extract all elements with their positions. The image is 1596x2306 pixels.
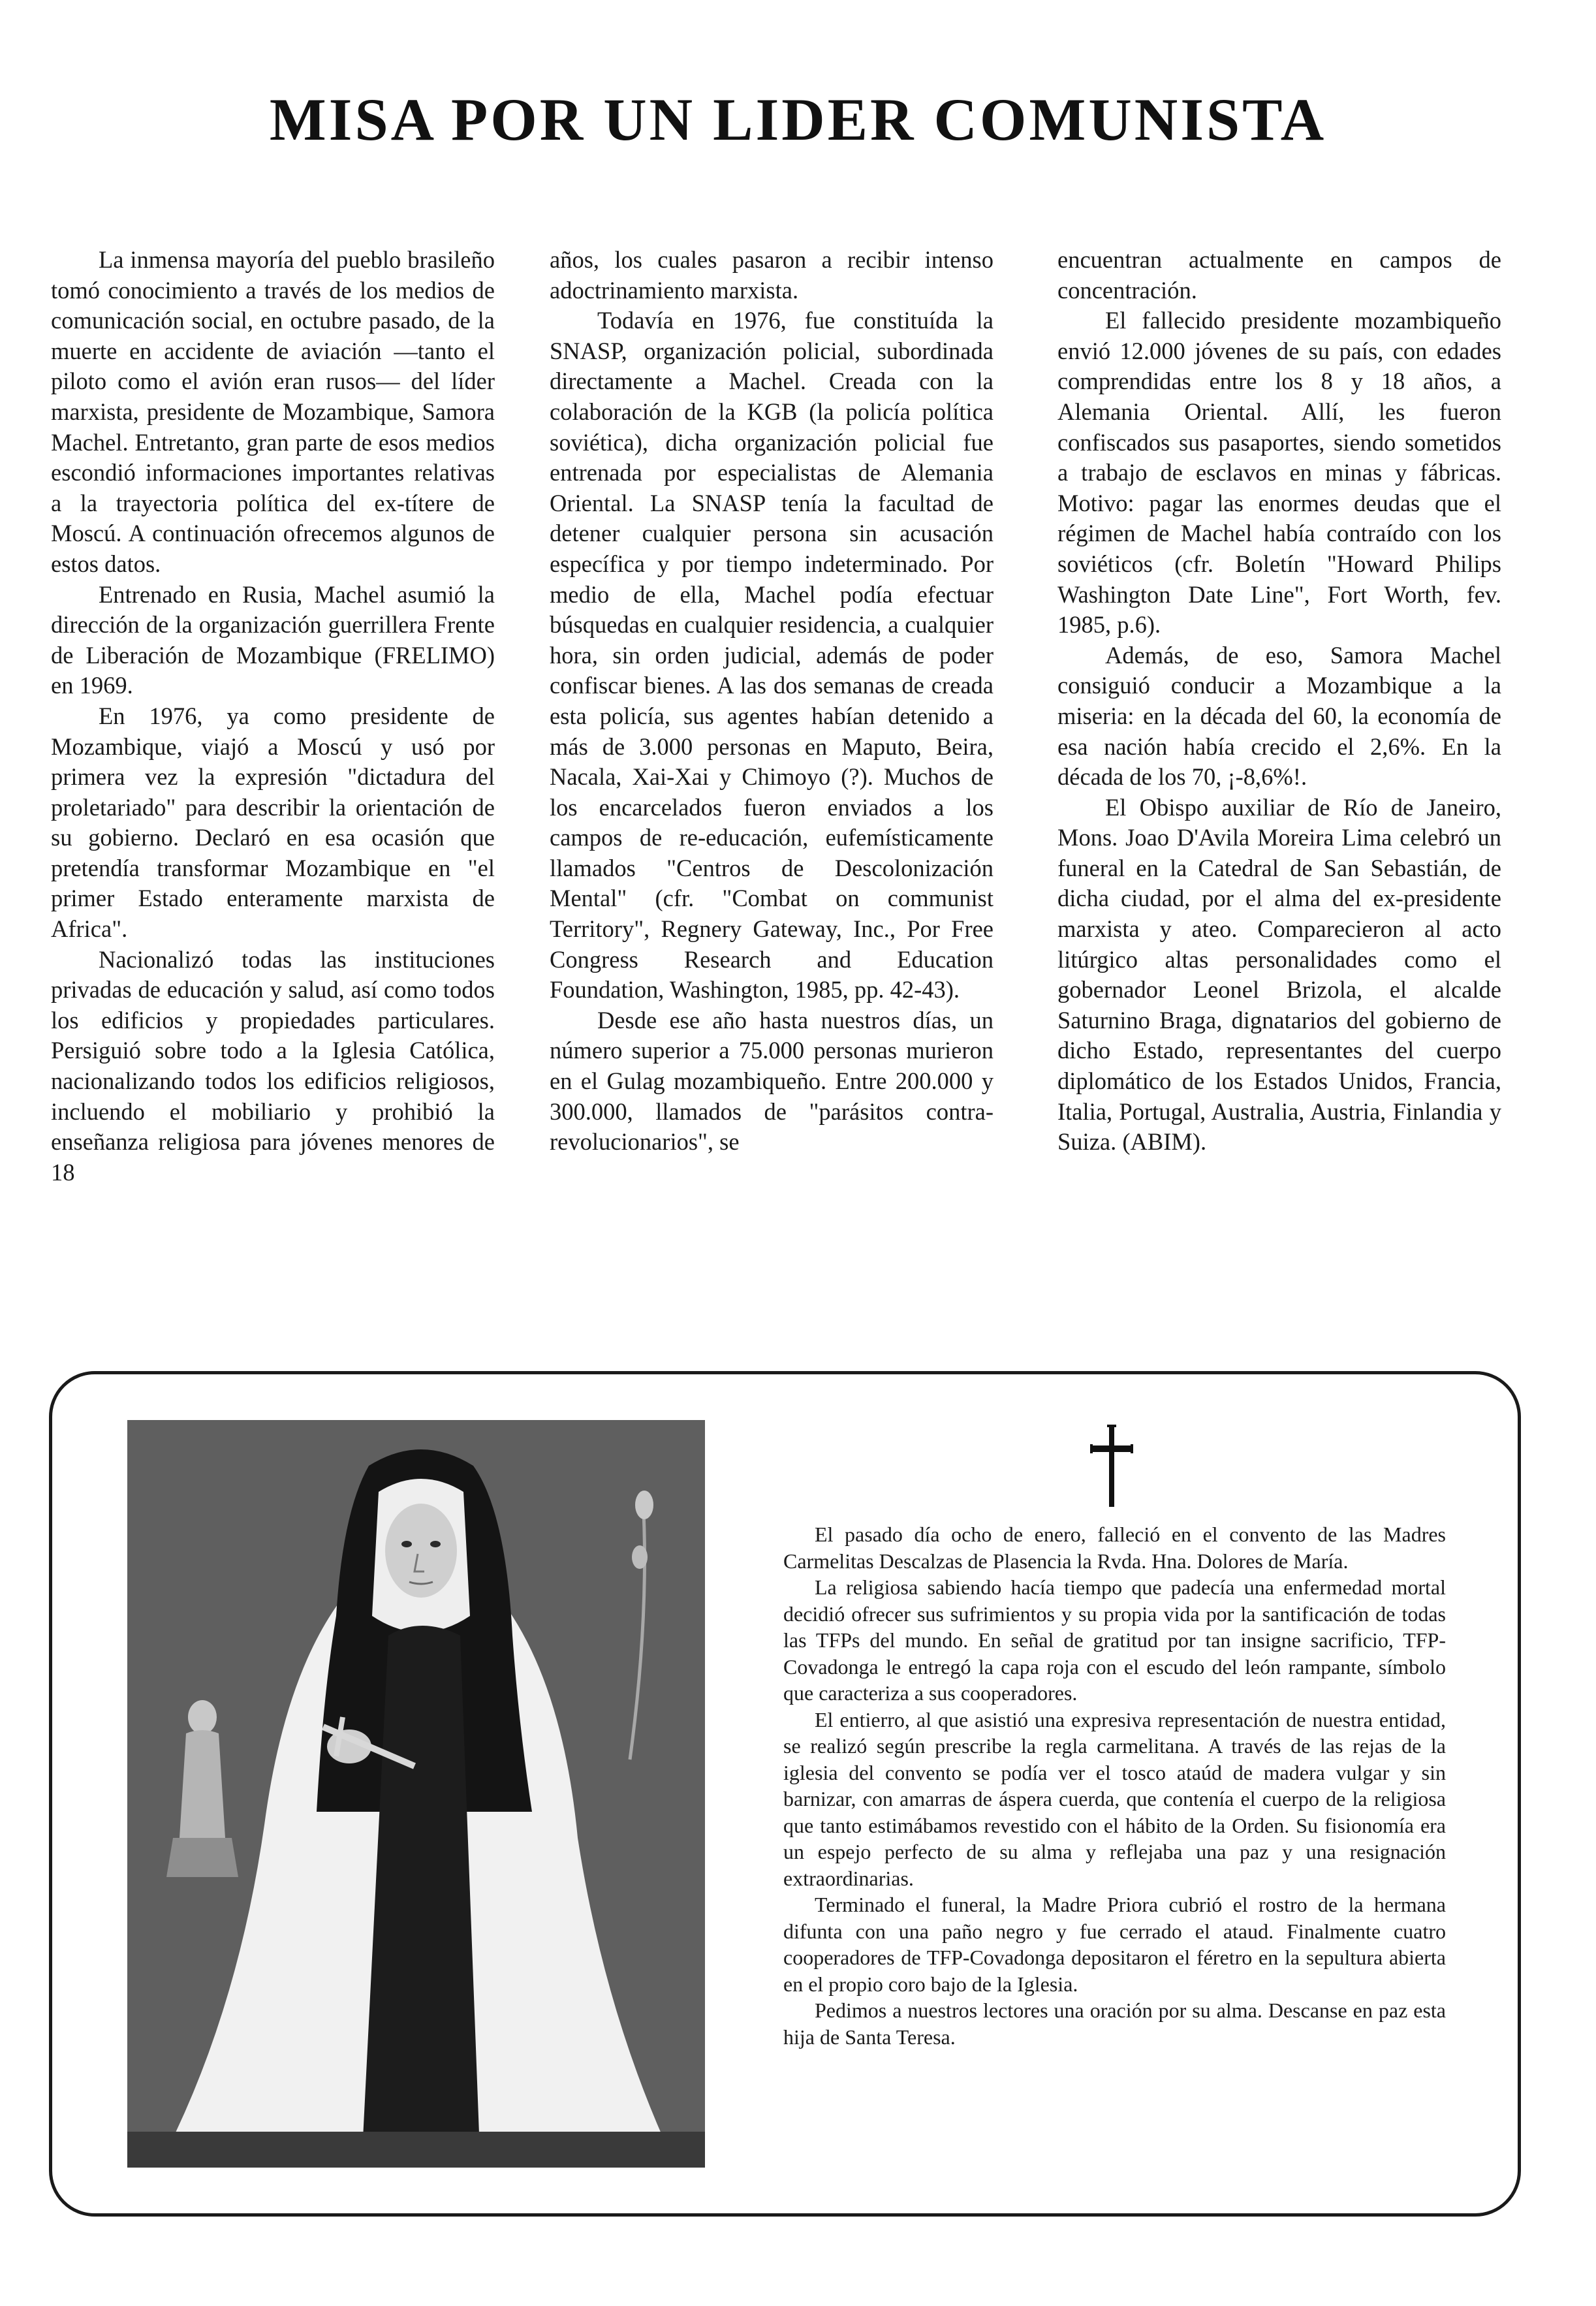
article-paragraph: El fallecido presidente mozambiqueño envió 12.000 jóvenes de su país, con edades comprendidas entre los 8 y 18 años, a Alemania Oriental. Allí, les fueron confiscados sus pasaportes, siendo sometidos a trabajo de esclavos en minas y fábricas. Motivo: pagar las enormes deudas que el régimen de Machel había contraído con los soviéticos (cfr. Boletín "Howard Philips Washington Date Line", Fort Worth, fev. 1985, p.6). (1057, 307, 1501, 639)
article-paragraph: Además, de eso, Samora Machel consiguió conducir a Mozambique a la miseria: en la década del 60, la economía de esa nación había crecido el 2,6%. En la década de los 70, ¡-8,6%!. (1057, 641, 1501, 791)
article-column-3 (1057, 245, 1501, 1158)
article-paragraph: El Obispo auxiliar de Río de Janeiro, Mons. Joao D'Avila Moreira Lima celebró un funeral en la Catedral de San Sebastián, de dicha ciudad, por el alma del ex-presidente marxista y ateo. Comparecieron al acto litúrgico altas personalidades como el gobernador Leonel Brizola, el alcalde Saturnino Braga, dignatarios del gobierno de dicho Estado, representantes del cuerpo diplomático de los Estados Unidos, Francia, Italia, Portugal, Australia, Austria, Finlandia y Suiza. (ABIM). (1057, 793, 1501, 1156)
obituary-paragraph: El pasado día ocho de enero, falleció en el convento de las Madres Carmelitas Descalzas de Plasencia la Rvda. Hna. Dolores de María. (783, 1523, 1446, 1573)
article-paragraph: En 1976, ya como presidente de Mozambique, viajó a Moscú y usó por primera vez la expresión "dictadura del proletariado" para describir la orientación de su gobierno. Declaró en esa ocasión que pretendía transformar Mozambique en "el primer Estado enteramente marxista de Africa". (51, 702, 495, 943)
article-paragraph: Entrenado en Rusia, Machel asumió la dirección de la organización guerrillera Frente de Liberación de Mozambique (FRELIMO) en 1969. (51, 580, 495, 699)
article-paragraph: Todavía en 1976, fue constituída la SNASP, organización policial, subordinada directamente a Machel. Creada con la colaboración de la KGB (la policía política soviética), dicha organización policial fue entrenada por especialistas de Alemania Oriental. La SNASP tenía la facultad de detener cualquier persona sin acusación específica y por tiempo indeterminado. Por medio de ella, Machel podía efectuar búsquedas en cualquier residencia, a cualquier hora, sin orden judicial, además de poder confiscar bienes. A las dos semanas de creada esta policía, sus agentes habían detenido a más de 3.000 personas en Maputo, Beira, Nacala, Xai-Xai y Chimoyo (?). Muchos de los encarcelados fueron enviados a los campos de re-educación, eufemísticamente llamados "Centros de Descolonización Mental" (cfr. "Combat on communist Territory", Regnery Gateway, Inc., Por Free Congress Research and Education Foundation, Washington, 1985, pp. 42-43). (550, 307, 994, 1003)
latin-cross-icon (1089, 1423, 1134, 1508)
nun-portrait-photo (127, 1420, 705, 2168)
article-paragraph: encuentran actualmente en campos de concentración. (1057, 246, 1501, 304)
obituary-paragraph: La religiosa sabiendo hacía tiempo que padecía una enfermedad mortal decidió ofrecer sus sufrimientos y su propia vida por la santificación de todas las TFPs del mundo. En señal de gratitud por tan insigne sacrificio, TFP-Covadonga le entregó la capa roja con el escudo del león rampante, símbolo que caracteriza a sus cooperadores. (783, 1575, 1446, 1705)
obituary-text (783, 1521, 1446, 2050)
article-column-1 (51, 245, 495, 1188)
obituary-paragraph: Pedimos a nuestros lectores una oración por su alma. Descanse en paz esta hija de Santa Teresa. (783, 1998, 1446, 2049)
article-paragraph: años, los cuales pasaron a recibir intenso adoctrinamiento marxista. (550, 246, 994, 304)
article-paragraph: Desde ese año hasta nuestros días, un número superior a 75.000 personas murieron en el Gulag mozambiqueño. Entre 200.000 y 300.000, llamados de "parásitos contra-revolucionarios", se (550, 1006, 994, 1156)
article-title: MISA POR UN LIDER COMUNISTA (269, 86, 1327, 153)
obituary-paragraph: El entierro, al que asistió una expresiva representación de nuestra entidad, se realizó según prescribe la regla carmelitana. A través de las rejas de la iglesia del convento se podía ver el tosco ataúd de madera vulgar y sin barnizar, con amarras de áspera cuerda, que contenía el cuerpo de la religiosa que tanto estimábamos revestido con el hábito de la Orden. Su fisionomía era un espejo perfecto de su alma y reflejaba una paz y una resignación extraordinarias. (783, 1707, 1446, 1890)
article-paragraph: Nacionalizó todas las instituciones privadas de educación y salud, así como todos los edificios y propiedades particulares. Persiguió sobre todo a la Iglesia Católica, nacionalizando todos los edificios religiosos, incluendo el mobiliario y prohibió la enseñanza religiosa para jóvenes menores de 18 (51, 945, 495, 1186)
obituary-paragraph: Terminado el funeral, la Madre Priora cubrió el rostro de la hermana difunta con una paño negro y fue cerrado el ataud. Finalmente cuatro cooperadores de TFP-Covadonga depositaron el féretro en la sepultura abierta en el propio coro bajo de la Iglesia. (783, 1893, 1446, 1996)
nun-portrait-illustration (127, 1420, 705, 2168)
article-column-2 (550, 245, 994, 1158)
article-paragraph: La inmensa mayoría del pueblo brasileño tomó conocimiento a través de los medios de comunicación social, en octubre pasado, de la muerte en accidente de aviación —tanto el piloto como el avión eran rusos— del líder marxista, presidente de Mozambique, Samora Machel. Entretanto, gran parte de esos medios escondió informaciones importantes relativas a la trayectoria política del ex-títere de Moscú. A continuación ofrecemos algunos de estos datos. (51, 246, 495, 577)
